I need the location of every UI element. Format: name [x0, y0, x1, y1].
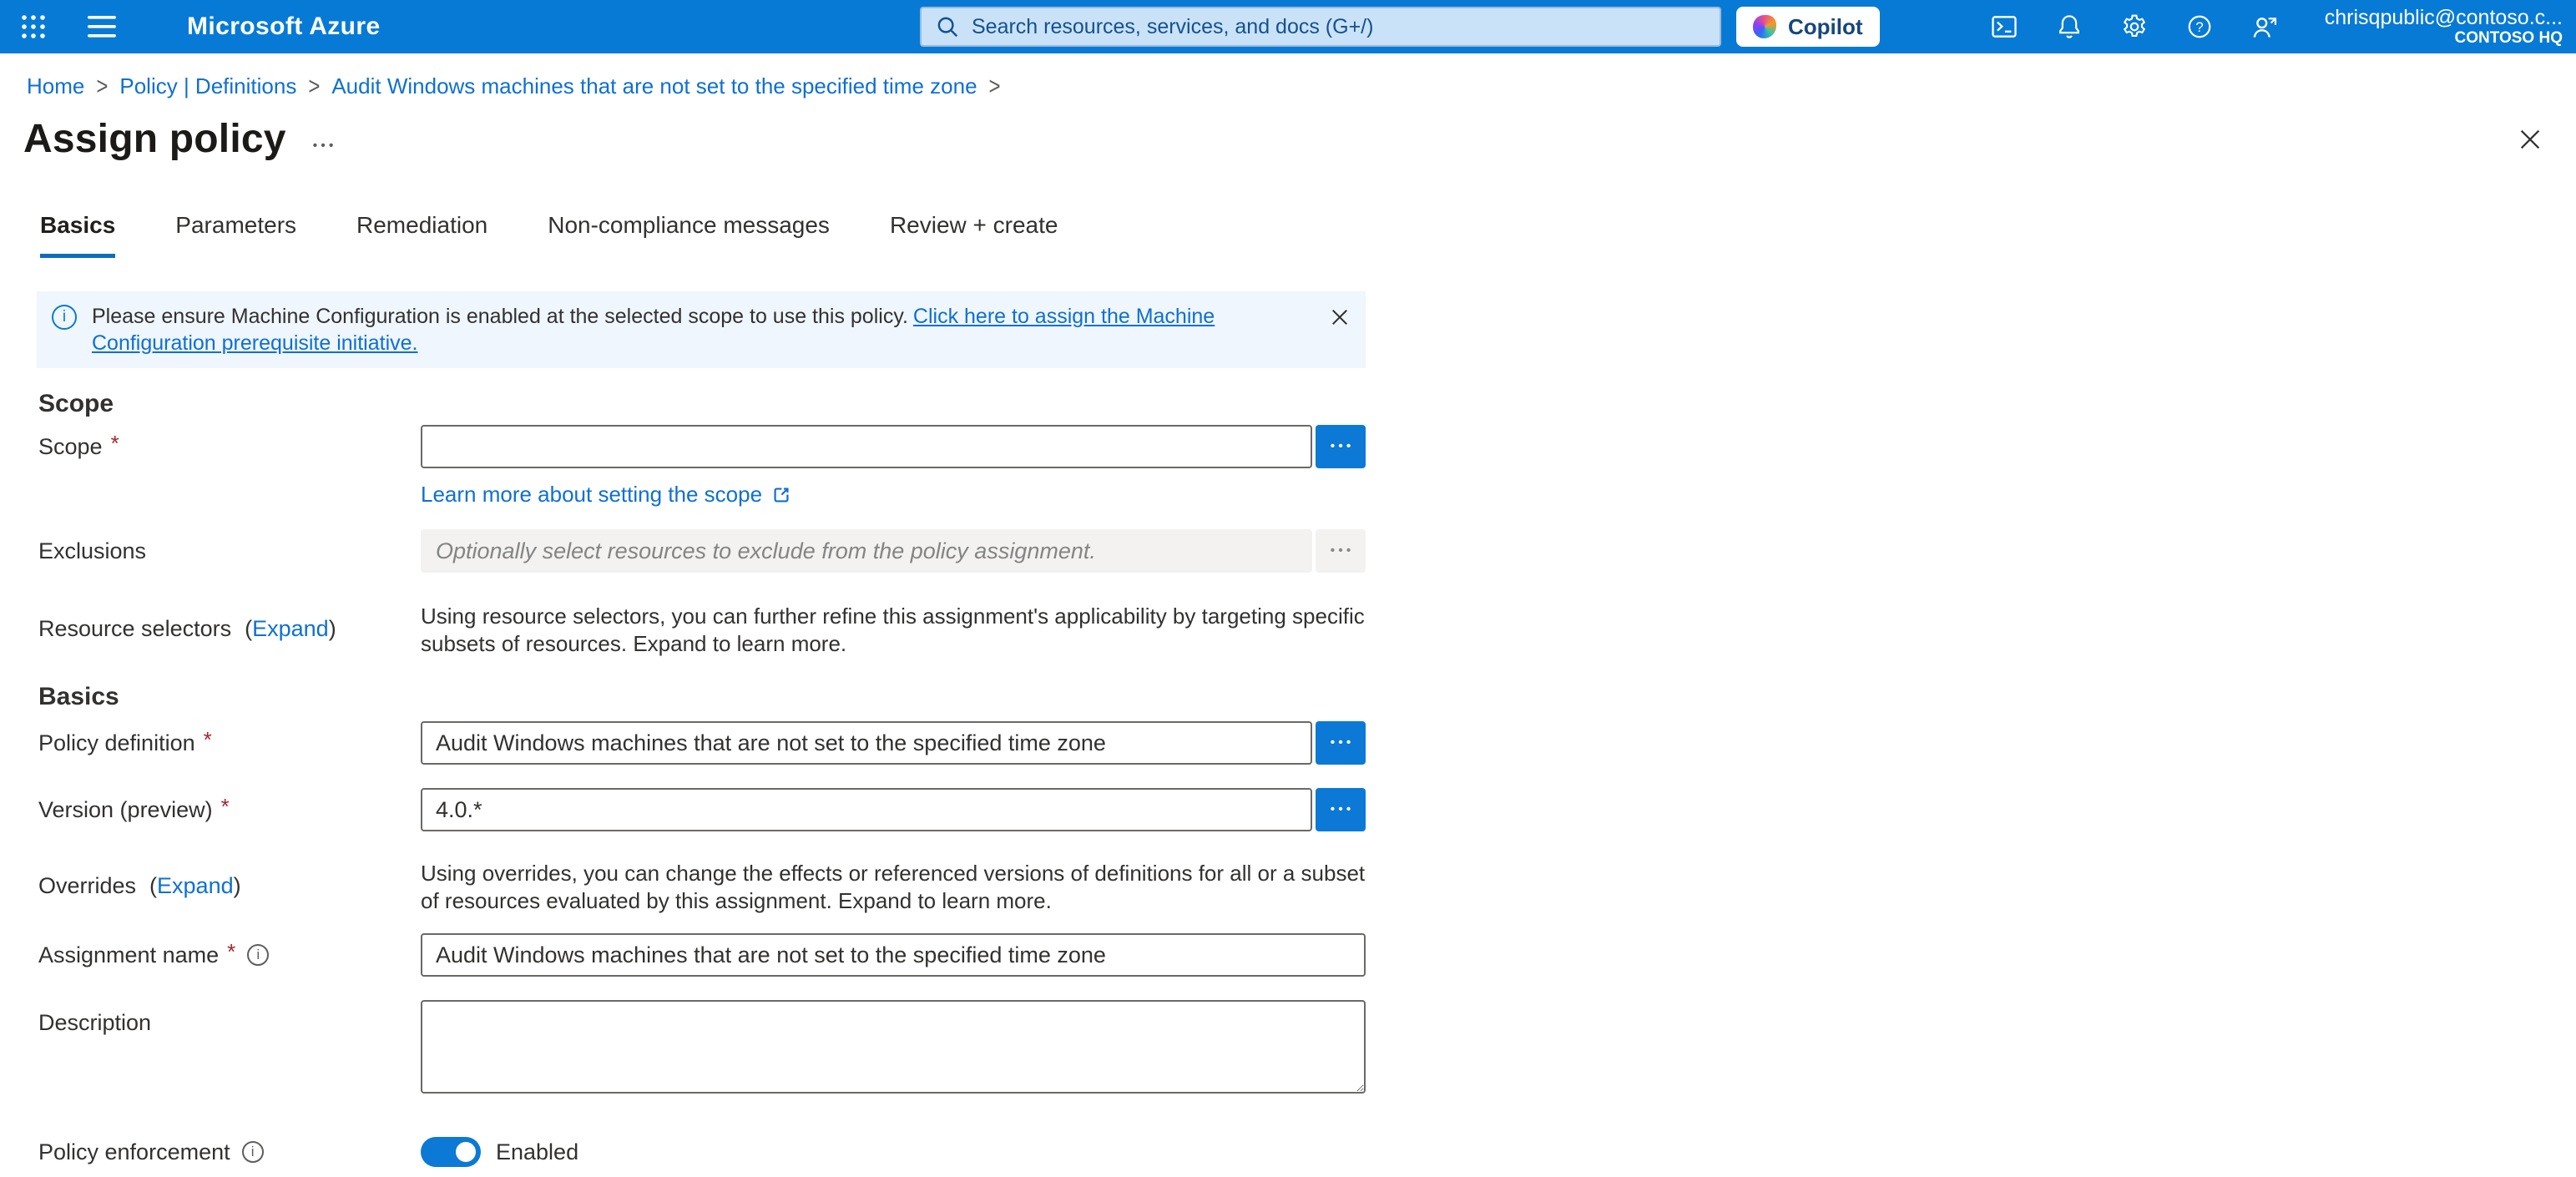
- exclusions-row: [38, 529, 1366, 573]
- tab-non-compliance-messages[interactable]: Non-compliance messages: [548, 212, 830, 238]
- top-bar-left: [0, 0, 381, 53]
- assignment-name-field: [421, 933, 1366, 977]
- assignment-name-input[interactable]: [421, 933, 1366, 977]
- help-icon[interactable]: [2185, 12, 2215, 42]
- account-menu[interactable]: [2325, 6, 2563, 48]
- version-row: [38, 788, 1366, 831]
- top-bar-right: [1989, 0, 2563, 53]
- policy-definition-picker-button[interactable]: •••: [1316, 721, 1366, 765]
- feedback-icon[interactable]: [2250, 12, 2280, 42]
- banner-close-icon[interactable]: [1331, 303, 1349, 356]
- policy-enforcement-info-icon[interactable]: i: [242, 1141, 264, 1163]
- scope-input[interactable]: [421, 425, 1312, 468]
- version-field: [421, 788, 1366, 831]
- info-icon: i: [52, 305, 77, 330]
- resource-selectors-row: [38, 603, 1366, 658]
- tab-parameters[interactable]: Parameters: [175, 212, 297, 238]
- toggle-knob: [456, 1142, 476, 1162]
- banner-text: [92, 303, 1270, 356]
- info-banner: [37, 291, 1366, 368]
- required-asterisk: *: [203, 726, 212, 752]
- close-blade-icon[interactable]: [2518, 127, 2543, 152]
- description-row: [38, 1000, 1366, 1100]
- overrides-helper-text: Using overrides, you can change the effects or referenced versions of definitions for all or a subset of resources evaluated by this assignment. Expand to learn more.: [421, 861, 1366, 913]
- breadcrumb-separator: >: [96, 72, 109, 100]
- description-textarea[interactable]: [421, 1000, 1366, 1094]
- policy-enforcement-field: [421, 1137, 1366, 1167]
- copilot-label: Copilot: [1788, 13, 1863, 39]
- cloud-shell-icon[interactable]: [1989, 12, 2019, 42]
- breadcrumb: [0, 53, 2576, 99]
- assignment-name-row: [38, 933, 1366, 977]
- user-email: chrisqpublic@contoso.c...: [2324, 5, 2563, 29]
- hamburger-menu-icon[interactable]: [67, 0, 137, 53]
- resource-selectors-helper-text: Using resource selectors, you can further refine this assignment's applicability by targeting specific subsets of resources. Expand to learn more.: [421, 604, 1365, 656]
- assignment-name-info-icon[interactable]: i: [247, 944, 269, 966]
- assignment-name-label: Assignment name * i: [38, 942, 421, 968]
- description-field: [421, 1000, 1366, 1100]
- breadcrumb-policy-definitions[interactable]: Policy | Definitions: [119, 73, 297, 99]
- copilot-button[interactable]: [1736, 7, 1880, 47]
- title-row: [0, 99, 2576, 162]
- required-asterisk: *: [110, 430, 119, 456]
- required-asterisk: *: [220, 793, 230, 819]
- exclusions-field: [421, 529, 1366, 573]
- version-label: Version (preview) *: [38, 793, 230, 822]
- policy-definition-label: Policy definition *: [38, 726, 212, 755]
- description-label: Description: [38, 1010, 152, 1035]
- banner-message: Please ensure Machine Configuration is enabled at the selected scope to use this policy.: [92, 305, 908, 328]
- notifications-bell-icon[interactable]: [2054, 12, 2084, 42]
- tab-remediation[interactable]: Remediation: [356, 212, 488, 238]
- expand-link[interactable]: Expand: [157, 873, 234, 898]
- external-link-icon: [770, 484, 792, 506]
- tab-basics[interactable]: Basics: [40, 212, 115, 258]
- user-directory: CONTOSO HQ: [2454, 29, 2563, 48]
- page-more-options-icon[interactable]: •••: [312, 138, 337, 153]
- policy-enforcement-row: [38, 1137, 1366, 1167]
- scope-field: [421, 425, 1366, 468]
- exclusions-label: Exclusions: [38, 538, 147, 563]
- resource-selectors-label: Resource selectors (Expand): [38, 616, 336, 641]
- overrides-row: [38, 860, 1366, 915]
- scope-learn-more-link[interactable]: Learn more about setting the scope: [421, 482, 1366, 508]
- breadcrumb-home[interactable]: Home: [27, 73, 85, 99]
- scope-picker-button[interactable]: •••: [1316, 425, 1366, 468]
- assign-policy-form: [38, 390, 1366, 1167]
- policy-definition-row: [38, 721, 1366, 765]
- page-title: Assign policy: [23, 117, 286, 161]
- search-icon: [935, 14, 960, 39]
- overrides-label: Overrides (Expand): [38, 873, 241, 898]
- waffle-menu-icon[interactable]: [0, 0, 67, 53]
- scope-section-header: Scope: [38, 390, 114, 417]
- azure-brand-title[interactable]: Microsoft Azure: [187, 13, 381, 40]
- copilot-icon: [1753, 15, 1776, 38]
- breadcrumb-policy-name[interactable]: Audit Windows machines that are not set to the specified time zone: [331, 73, 977, 99]
- policy-definition-input[interactable]: [421, 721, 1312, 765]
- policy-definition-field: [421, 721, 1366, 765]
- resource-selectors-expand: (Expand): [245, 616, 336, 641]
- overrides-expand: (Expand): [149, 873, 241, 898]
- exclusions-input[interactable]: [421, 529, 1312, 573]
- policy-enforcement-state: Enabled: [496, 1139, 579, 1164]
- scope-label: Scope *: [38, 430, 119, 459]
- version-picker-button[interactable]: •••: [1316, 788, 1366, 831]
- scope-row: [38, 425, 1366, 468]
- breadcrumb-separator: >: [988, 72, 1001, 100]
- global-search-box[interactable]: [920, 7, 1721, 47]
- settings-gear-icon[interactable]: [2119, 12, 2149, 42]
- svg-text:?: ?: [2195, 19, 2204, 36]
- policy-enforcement-toggle[interactable]: [421, 1137, 481, 1167]
- wizard-tabs: [0, 212, 2576, 258]
- expand-link[interactable]: Expand: [252, 616, 329, 641]
- scope-link-row: [38, 468, 1366, 508]
- top-bar: [0, 0, 2576, 53]
- basics-section-header: Basics: [38, 683, 119, 710]
- banner-prerequisite-link[interactable]: Click here to assign the Machine Configuration prerequisite initiative.: [92, 305, 1215, 355]
- version-input[interactable]: [421, 788, 1312, 831]
- tab-review-create[interactable]: Review + create: [889, 212, 1058, 238]
- breadcrumb-separator: >: [308, 72, 321, 100]
- required-asterisk: *: [227, 938, 236, 964]
- exclusions-picker-button[interactable]: •••: [1316, 529, 1366, 573]
- global-search-area: [920, 7, 1880, 47]
- policy-enforcement-label: Policy enforcement i: [38, 1139, 421, 1165]
- search-input[interactable]: [972, 15, 1706, 39]
